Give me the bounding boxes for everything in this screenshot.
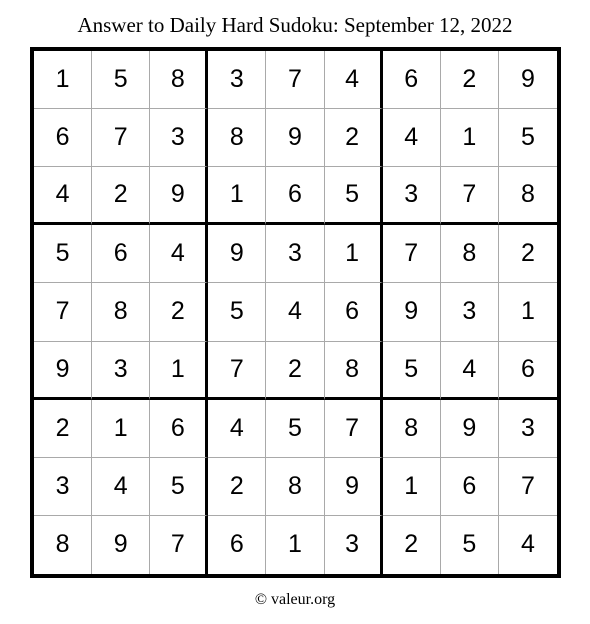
sudoku-cell: 6	[266, 167, 324, 225]
sudoku-cell: 3	[34, 458, 92, 516]
sudoku-cell: 8	[34, 516, 92, 574]
sudoku-cell: 7	[150, 516, 208, 574]
sudoku-cell: 2	[325, 109, 383, 167]
sudoku-cell: 2	[499, 225, 557, 283]
sudoku-cell: 4	[325, 51, 383, 109]
sudoku-cell: 3	[383, 167, 441, 225]
sudoku-cell: 8	[208, 109, 266, 167]
sudoku-cell: 5	[499, 109, 557, 167]
sudoku-cell: 1	[499, 283, 557, 341]
sudoku-cell: 4	[441, 342, 499, 400]
sudoku-cell: 2	[208, 458, 266, 516]
sudoku-cell: 5	[441, 516, 499, 574]
sudoku-cell: 3	[441, 283, 499, 341]
sudoku-cell: 3	[325, 516, 383, 574]
sudoku-cell: 8	[325, 342, 383, 400]
sudoku-cell: 1	[325, 225, 383, 283]
sudoku-cell: 5	[266, 400, 324, 458]
sudoku-cell: 2	[441, 51, 499, 109]
sudoku-cell: 7	[92, 109, 150, 167]
sudoku-cell: 2	[150, 283, 208, 341]
sudoku-cell: 9	[441, 400, 499, 458]
sudoku-cell: 6	[499, 342, 557, 400]
sudoku-cell: 7	[441, 167, 499, 225]
sudoku-cell: 2	[266, 342, 324, 400]
sudoku-cell: 5	[383, 342, 441, 400]
sudoku-cell: 6	[441, 458, 499, 516]
sudoku-cell: 6	[208, 516, 266, 574]
sudoku-cell: 5	[208, 283, 266, 341]
sudoku-cell: 5	[92, 51, 150, 109]
sudoku-cell: 7	[34, 283, 92, 341]
sudoku-cell: 7	[208, 342, 266, 400]
sudoku-cell: 9	[208, 225, 266, 283]
sudoku-cell: 7	[325, 400, 383, 458]
sudoku-cell: 6	[325, 283, 383, 341]
sudoku-cell: 3	[150, 109, 208, 167]
sudoku-cell: 5	[150, 458, 208, 516]
sudoku-board	[30, 47, 561, 578]
sudoku-cell: 9	[325, 458, 383, 516]
sudoku-cell: 7	[499, 458, 557, 516]
sudoku-cell: 9	[383, 283, 441, 341]
sudoku-cell: 6	[34, 109, 92, 167]
sudoku-cell: 8	[383, 400, 441, 458]
sudoku-cell: 1	[441, 109, 499, 167]
sudoku-cell: 2	[34, 400, 92, 458]
sudoku-cell: 9	[499, 51, 557, 109]
sudoku-cell: 9	[266, 109, 324, 167]
sudoku-cell: 1	[266, 516, 324, 574]
sudoku-cell: 6	[150, 400, 208, 458]
sudoku-cell: 8	[266, 458, 324, 516]
sudoku-cell: 5	[34, 225, 92, 283]
sudoku-cell: 2	[383, 516, 441, 574]
sudoku-cell: 8	[499, 167, 557, 225]
sudoku-cell: 8	[92, 283, 150, 341]
sudoku-cell: 9	[150, 167, 208, 225]
sudoku-cell: 4	[92, 458, 150, 516]
sudoku-cell: 8	[441, 225, 499, 283]
sudoku-cell: 4	[208, 400, 266, 458]
sudoku-cell: 8	[150, 51, 208, 109]
sudoku-cell: 4	[383, 109, 441, 167]
sudoku-cell: 1	[92, 400, 150, 458]
sudoku-cell: 3	[266, 225, 324, 283]
sudoku-cell: 5	[325, 167, 383, 225]
puzzle-title: Answer to Daily Hard Sudoku: September 12, 2022	[77, 13, 513, 37]
sudoku-cell: 2	[92, 167, 150, 225]
sudoku-cell: 4	[266, 283, 324, 341]
sudoku-cell: 6	[383, 51, 441, 109]
sudoku-cell: 3	[208, 51, 266, 109]
sudoku-cell: 4	[34, 167, 92, 225]
sudoku-cell: 7	[266, 51, 324, 109]
copyright-footer: © valeur.org	[254, 591, 336, 608]
sudoku-cell: 1	[34, 51, 92, 109]
sudoku-cell: 1	[150, 342, 208, 400]
sudoku-cell: 3	[92, 342, 150, 400]
sudoku-cell: 3	[499, 400, 557, 458]
sudoku-cell: 7	[383, 225, 441, 283]
sudoku-cell: 9	[34, 342, 92, 400]
sudoku-cell: 4	[150, 225, 208, 283]
sudoku-cell: 6	[92, 225, 150, 283]
sudoku-cell: 1	[383, 458, 441, 516]
sudoku-cell: 9	[92, 516, 150, 574]
sudoku-cell: 4	[520, 530, 535, 559]
sudoku-cell: 1	[208, 167, 266, 225]
